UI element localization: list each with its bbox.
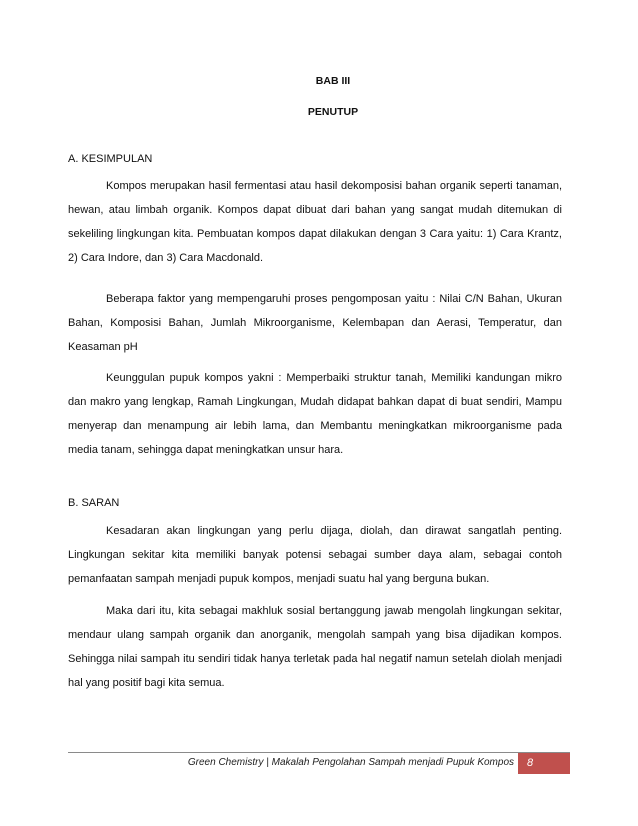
footer-divider [68,752,570,753]
paragraph-kesimpulan-1: Kompos merupakan hasil fermentasi atau hasil dekomposisi bahan organik seperti tanaman, hewan, atau limbah organik. Kompos dapat dibuat dari bahan yang sangat mudah ditemukan di sekeliling lingkungan kita. Pembuatan kompos dapat dilakukan dengan 3 Cara yaitu: 1) Cara Krantz, 2) Cara Indore, dan 3) Cara Macdonald. [68,180,562,264]
section-heading-kesimpulan: A. KESIMPULAN [68,153,153,165]
chapter-label: BAB III [315,75,351,87]
footer-text: Green Chemistry | Makalah Pengolahan Sampah menjadi Pupuk Kompos [187,757,514,768]
section-heading-saran: B. SARAN [68,497,120,509]
paragraph-kesimpulan-3: Keunggulan pupuk kompos yakni : Memperbaiki struktur tanah, Memiliki kandungan mikro dan makro yang lengkap, Ramah Lingkungan, Mudah didapat bahkan dapat di buat sendiri, Mampu menyerap dan menampung air lebih lama, dan Membantu meningkatkan mikroorganisme pada media tanam, sehingga dapat meningkatkan unsur hara. [68,372,562,456]
chapter-title: PENUTUP [307,106,359,118]
paragraph-saran-1: Kesadaran akan lingkungan yang perlu dijaga, diolah, dan dirawat sangatlah penting. Lingkungan sekitar kita memiliki banyak potensi sebagai sumber daya alam, sebagai contoh pemanfaatan sampah menjadi pupuk kompos, menjadi suatu hal yang berguna bukan. [68,525,562,585]
paragraph-saran-2: Maka dari itu, kita sebagai makhluk sosial bertanggung jawab mengolah lingkungan sekitar, mendaur ulang sampah organik dan anorganik, mengolah sampah yang bisa dijadikan kompos. Sehingga nilai sampah itu sendiri tidak hanya terletak pada hal negatif namun setelah diolah menjadi hal yang positif bagi kita semua. [68,605,562,689]
page-number: 8 [518,753,570,774]
paragraph-kesimpulan-2: Beberapa faktor yang mempengaruhi proses pengomposan yaitu : Nilai C/N Bahan, Ukuran Bahan, Komposisi Bahan, Jumlah Mikroorganisme, Kelembapan dan Aerasi, Temperatur, dan Keasaman pH [68,293,562,353]
